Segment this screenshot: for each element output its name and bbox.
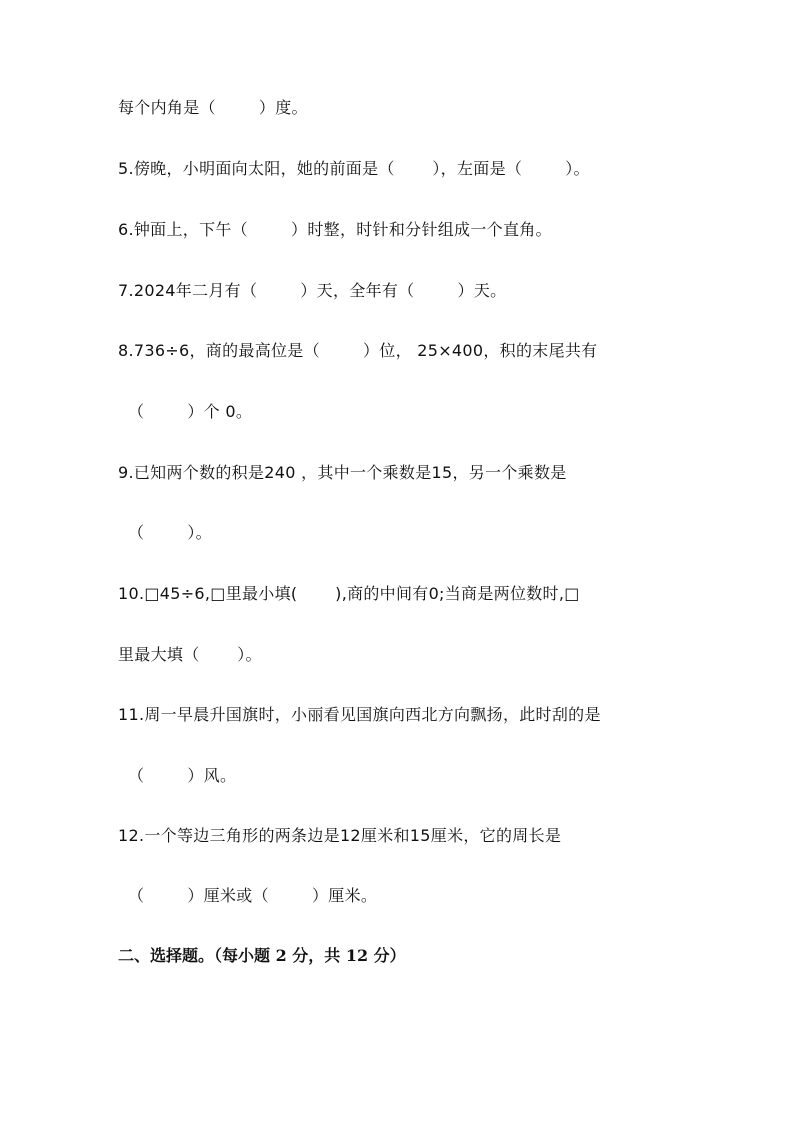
- question-10-line-2: 里最大填（ ）。: [118, 645, 262, 664]
- question-4-continuation: 每个内角是（ ）度。: [118, 98, 308, 117]
- question-6: 6.钟面上，下午（ ）时整，时针和分针组成一个直角。: [118, 220, 552, 239]
- question-12-line-1: 12.一个等边三角形的两条边是12厘米和15厘米，它的周长是: [118, 826, 562, 845]
- question-7: 7.2024年二月有（ ）天，全年有（ ）天。: [118, 281, 507, 300]
- question-11-line-2: （ ）风。: [128, 766, 237, 785]
- question-5: 5.傍晚，小明面向太阳，她的前面是（ ），左面是（ ）。: [118, 159, 590, 178]
- question-12-line-2: （ ）厘米或（ ）厘米。: [128, 886, 378, 905]
- question-11-line-1: 11.周一早晨升国旗时，小丽看见国旗向西北方向飘扬，此时刮的是: [118, 705, 601, 724]
- question-9-line-2: （ ）。: [128, 523, 212, 542]
- question-9-line-1: 9.已知两个数的积是240 ，其中一个乘数是15，另一个乘数是: [118, 463, 567, 482]
- question-8-line-2: （ ）个 0。: [128, 402, 253, 421]
- section-heading-multiple-choice: 二、选择题。（每小题 2 分，共 12 分）: [118, 946, 406, 965]
- question-8-line-1: 8.736÷6，商的最高位是（ ）位， 25×400，积的末尾共有: [118, 341, 598, 360]
- question-10-line-1: 10.□45÷6,□里最小填( ),商的中间有0;当商是两位数时,□: [118, 584, 580, 603]
